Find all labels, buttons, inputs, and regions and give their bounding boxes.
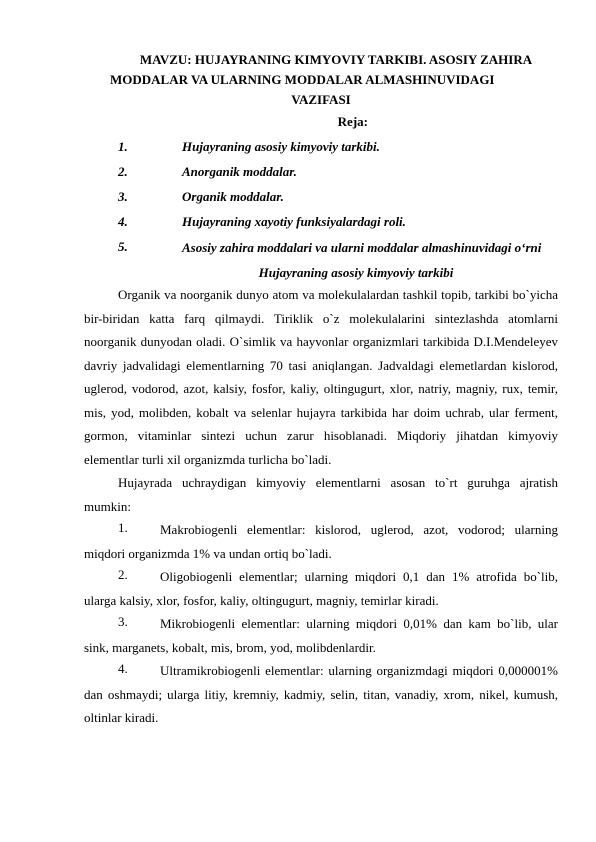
element-group-item [84, 565, 558, 612]
plan-item [84, 212, 558, 232]
element-group-number: 4. [118, 661, 128, 676]
element-group-number: 1. [118, 520, 128, 535]
element-group-number: 3. [118, 614, 128, 629]
element-group-text: Ultramikrobiogenli elementlar: ularning organizmdagi miqdori 0,000001% dan oshmaydi; ularga litiy, kremniy, kadmiy, selin, titan, vanadiy, xrom, nikel, kumush, oltinlar kiradi. [84, 663, 558, 725]
plan-item-number: 3. [118, 189, 128, 204]
plan-heading: Reja: [337, 114, 368, 129]
plan-item-text: Hujayraning asosiy kimyoviy tarkibi. [182, 139, 380, 154]
section-subheading: Hujayraning asosiy kimyoviy tarkibi [258, 265, 454, 280]
element-group-text: Mikrobiogenli elementlar: ularning miqdori 0,01% dan kam bo`lib, ular sink, marganets, kobalt, mis, brom, yod, molibdenlardir. [84, 616, 558, 655]
paragraph-intro: Organik va noorganik dunyo atom va molekulalardan tashkil topib, tarkibi bo`yicha bir-biridan katta farq qilmaydi. Tiriklik o`z molekulalarini sintezlashda atomlarni noorganik dunyodan oladi. O`simlik va hayvonlar organizmlari tarkibida D.I.Mendeleyev davriy jadvalidagi elementlarning 70 tasi aniqlangan. Jadvaldagi elemetlardan kislorod, uglerod, vodorod, azot, kalsiy, fosfor, kaliy, oltingugurt, xlor, natriy, magniy, rux, temir, mis, yod, molibden, kobalt va selenlar hujayra tarkibida har doim uchrab, ular ferment, gormon, vitaminlar sintezi uchun zarur hisoblanadi. Miqdoriy jihatdan kimyoviy elementlar turli xil organizmda turlicha bo`ladi. [84, 287, 558, 467]
title-line-1: MAVZU: HUJAYRANING KIMYOVIY TARKIBI. ASOSIY ZAHIRA [139, 52, 533, 67]
title-line-2: MODDALAR VA ULARNING MODDALAR ALMASHINUVIDAGI [110, 72, 495, 87]
title-line-3: VAZIFASI [291, 92, 351, 107]
plan-item-text: Hujayraning xayotiy funksiyalardagi roli. [182, 214, 406, 229]
plan-item [84, 162, 558, 182]
plan-item-number: 2. [118, 164, 128, 179]
plan-item [84, 137, 558, 157]
plan-item-number: 1. [118, 139, 128, 154]
plan-item-text: Asosiy zahira moddalari va ularni moddalar almashinuvidagi o‘rni [182, 240, 542, 255]
element-group-number: 2. [118, 567, 128, 582]
plan-item-text: Anorganik moddalar. [182, 164, 297, 179]
element-group-item [84, 659, 558, 730]
element-group-item [84, 518, 558, 565]
plan-item-text: Organik moddalar. [182, 189, 284, 204]
plan-item [84, 237, 558, 259]
document-title [84, 50, 558, 110]
paragraph-groups-intro: Hujayrada uchraydigan kimyoviy elementlarni asosan to`rt guruhga ajratish mumkin: [84, 475, 558, 514]
document-page [84, 50, 558, 730]
element-group-item [84, 612, 558, 659]
element-group-text: Makrobiogenli elementlar: kislorod, uglerod, azot, vodorod; ularning miqdori organizmda 1% va undan ortiq bo`ladi. [84, 522, 558, 561]
element-group-text: Oligobiogenli elementlar; ularning miqdori 0,1 dan 1% atrofida bo`lib, ularga kalsiy, xlor, fosfor, kaliy, oltingugurt, magniy, temirlar kiradi. [84, 569, 558, 608]
plan-item-number: 4. [118, 214, 128, 229]
plan-item-number: 5. [118, 239, 128, 254]
plan-list [84, 137, 558, 232]
plan-item [84, 187, 558, 207]
